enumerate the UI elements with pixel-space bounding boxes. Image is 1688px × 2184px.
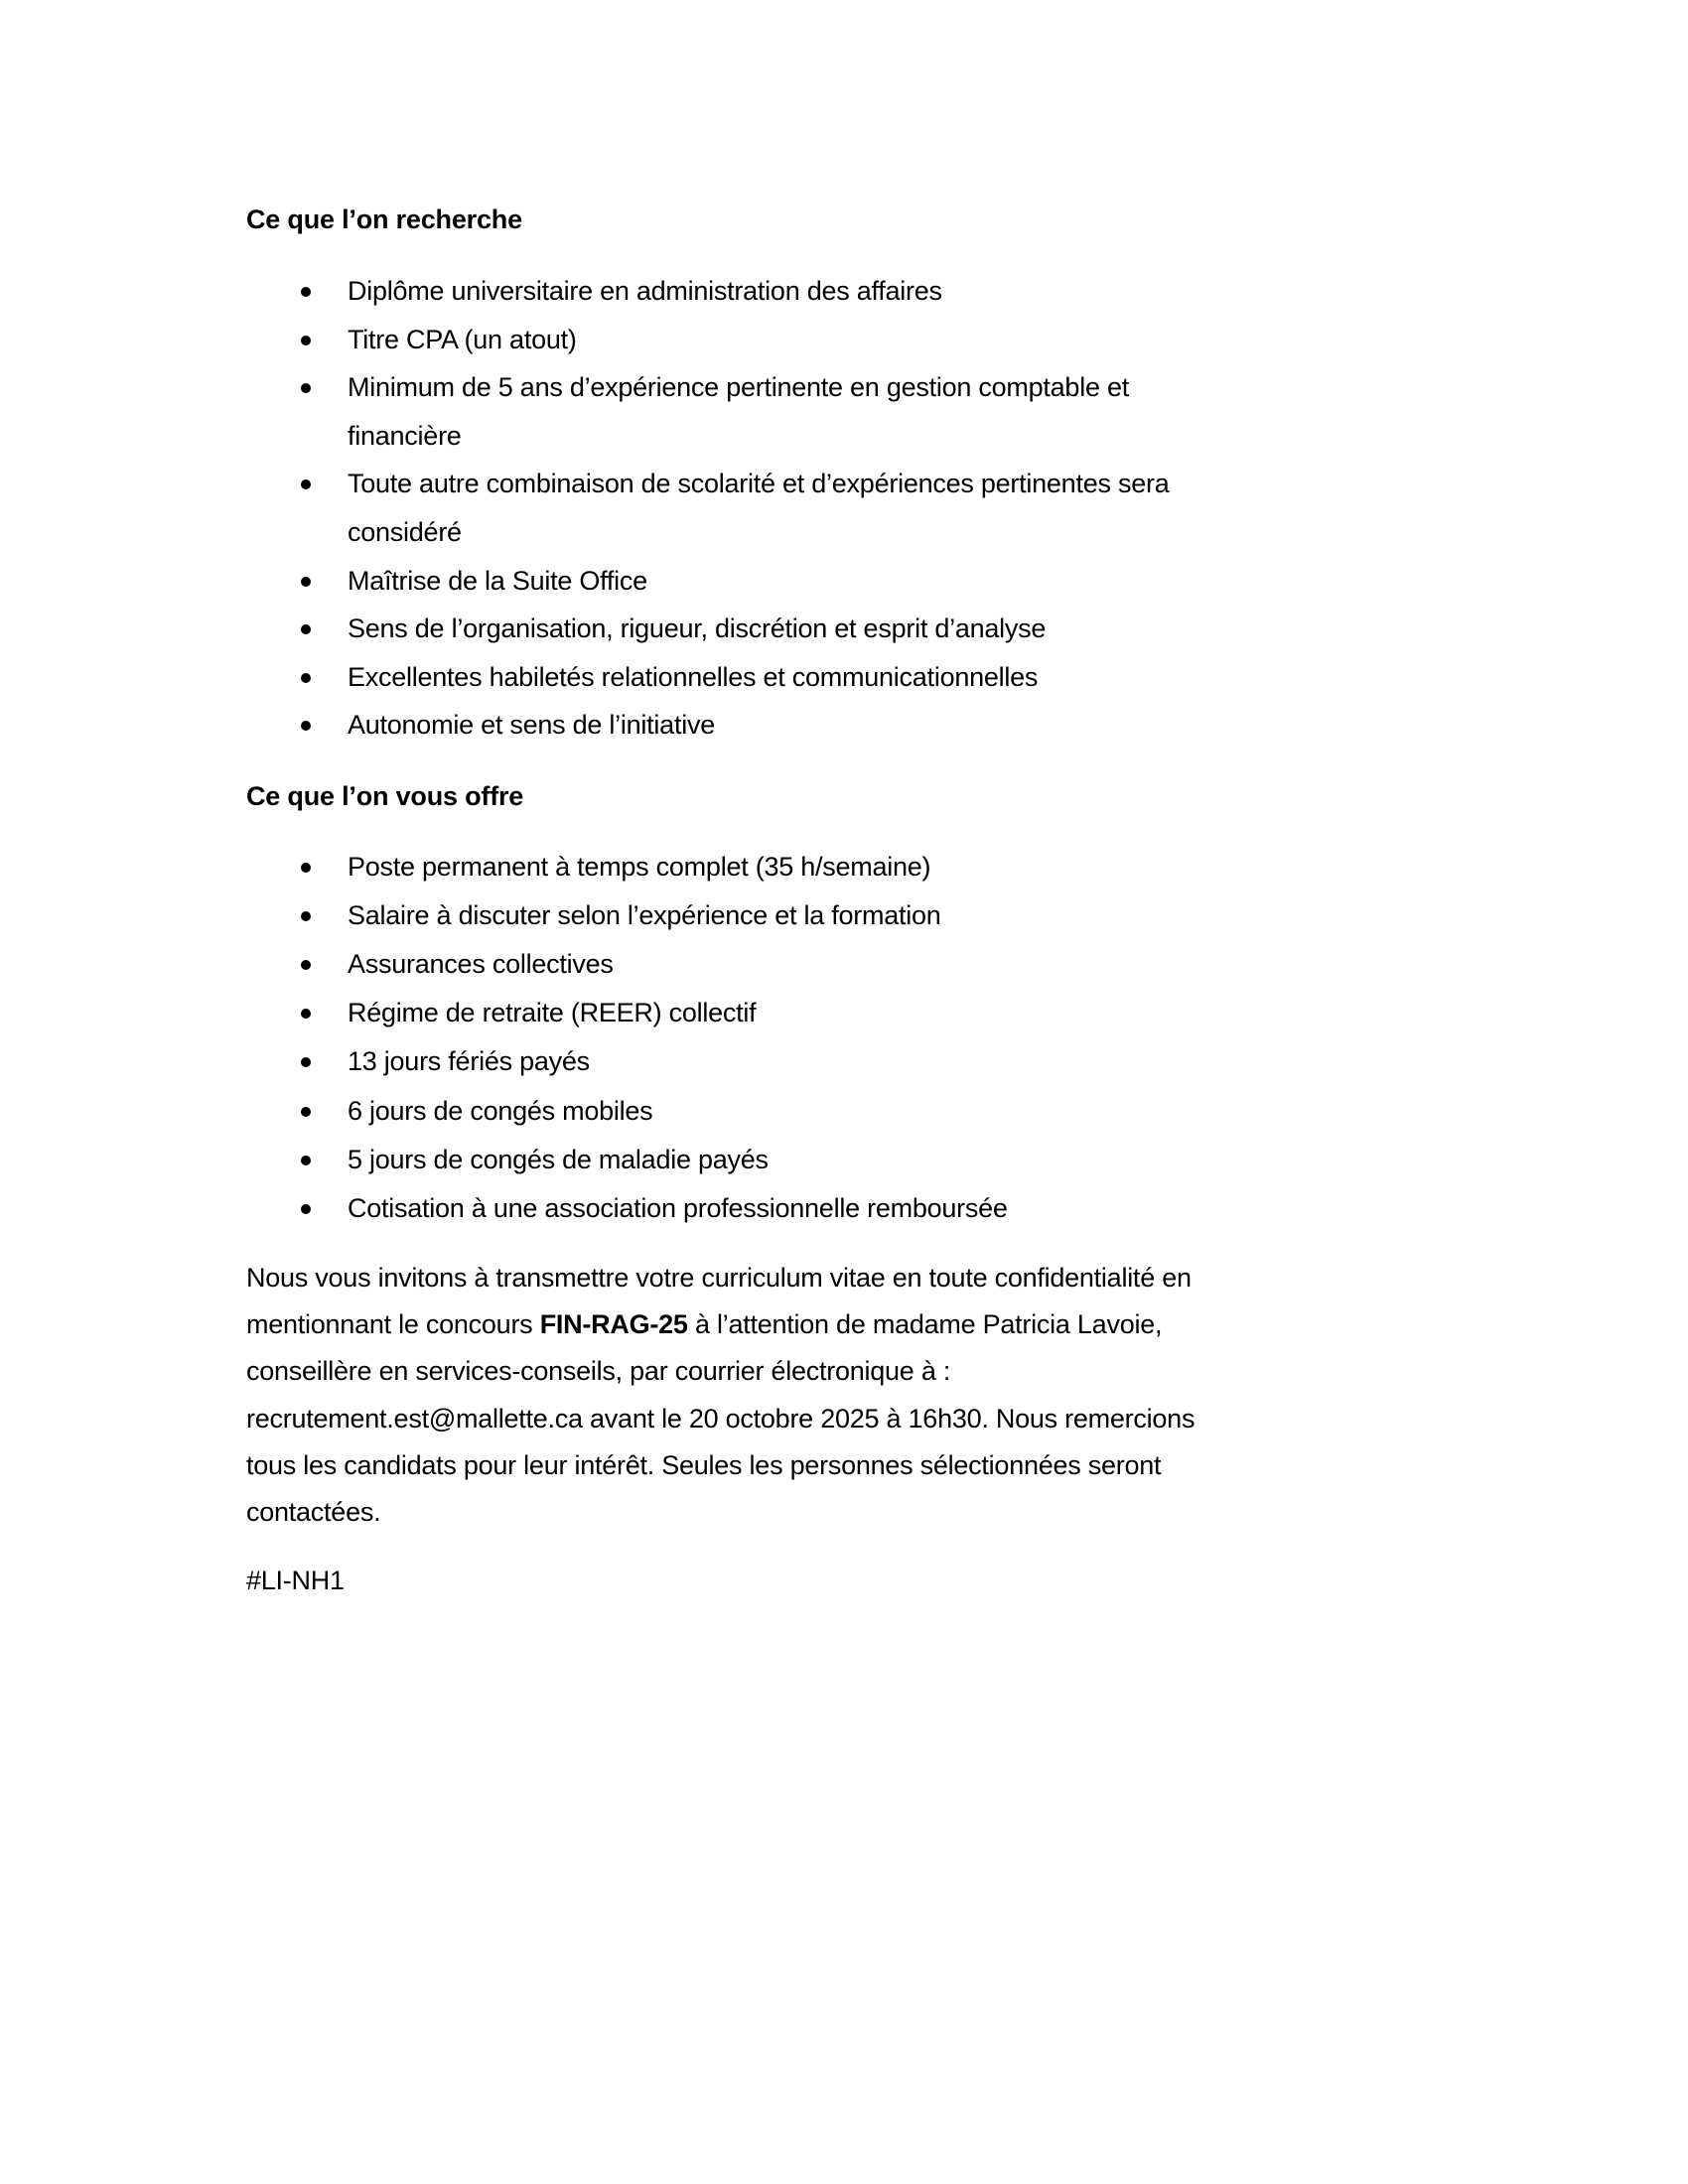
paragraph-line: recrutement.est@mallette.ca avant le 20 octobre 2025 à 16h30. Nous remercions (246, 1404, 1196, 1433)
list-item-text: Poste permanent à temps complet (35 h/semaine) (348, 852, 931, 882)
bullet-icon (301, 721, 311, 731)
paragraph-line: contactées. (246, 1497, 381, 1527)
list-item-text: Cotisation à une association professionnelle remboursée (348, 1192, 1008, 1223)
list-item-text: Toute autre combinaison de scolarité et d’expériences pertinentes sera (348, 469, 1170, 499)
list-item-text: Diplôme universitaire en administration des affaires (348, 276, 942, 306)
bullet-icon (301, 911, 311, 921)
hashtag: #LI-NH1 (246, 1566, 345, 1595)
list-item-text: Titre CPA (un atout) (348, 324, 577, 354)
list-item-text: Sens de l’organisation, rigueur, discrétion et esprit d’analyse (348, 614, 1047, 644)
list-item-text: 6 jours de congés mobiles (348, 1095, 653, 1126)
bullet-icon (301, 479, 311, 489)
bullet-icon (301, 863, 311, 873)
list-item-text: Régime de retraite (REER) collectif (348, 998, 757, 1028)
section-heading-benefits: Ce que l’on vous offre (246, 781, 524, 811)
bullet-icon (301, 624, 311, 634)
list-item-text: Autonomie et sens de l’initiative (348, 710, 715, 741)
paragraph-line: Nous vous invitons à transmettre votre curriculum vitae en toute confidentialité en (246, 1263, 1192, 1293)
paragraph-text: à l’attention de madame Patricia Lavoie, (687, 1309, 1163, 1339)
bullet-icon (301, 1204, 311, 1214)
list-item-text: Salaire à discuter selon l’expérience et la formation (348, 900, 941, 931)
section-heading-requirements: Ce que l’on recherche (246, 205, 522, 234)
paragraph-line: tous les candidats pour leur intérêt. Seules les personnes sélectionnées seront (246, 1450, 1162, 1480)
list-item-text: Assurances collectives (348, 949, 614, 980)
bullet-icon (301, 1057, 311, 1067)
paragraph-text: mentionnant le concours (246, 1309, 540, 1339)
bullet-icon (301, 383, 311, 393)
competition-code: FIN-RAG-25 (539, 1309, 688, 1339)
list-item-text: financière (348, 420, 462, 451)
bullet-icon (301, 1156, 311, 1165)
bullet-icon (301, 336, 311, 345)
list-item-text: Maîtrise de la Suite Office (348, 565, 647, 596)
list-item-text: 13 jours fériés payés (348, 1046, 590, 1077)
bullet-icon (301, 1107, 311, 1117)
list-item-text: Excellentes habiletés relationnelles et communicationnelles (348, 661, 1039, 692)
paragraph-line (246, 1307, 1162, 1341)
list-item-text: 5 jours de congés de maladie payés (348, 1144, 769, 1174)
bullet-icon (301, 577, 311, 587)
bullet-icon (301, 1009, 311, 1019)
bullet-icon (301, 287, 311, 297)
paragraph-line: conseillère en services-conseils, par courrier électronique à : (246, 1356, 951, 1386)
bullet-icon (301, 960, 311, 970)
list-item-text: Minimum de 5 ans d’expérience pertinente en gestion comptable et (348, 372, 1129, 403)
list-item-text: considéré (348, 517, 462, 547)
bullet-icon (301, 673, 311, 683)
